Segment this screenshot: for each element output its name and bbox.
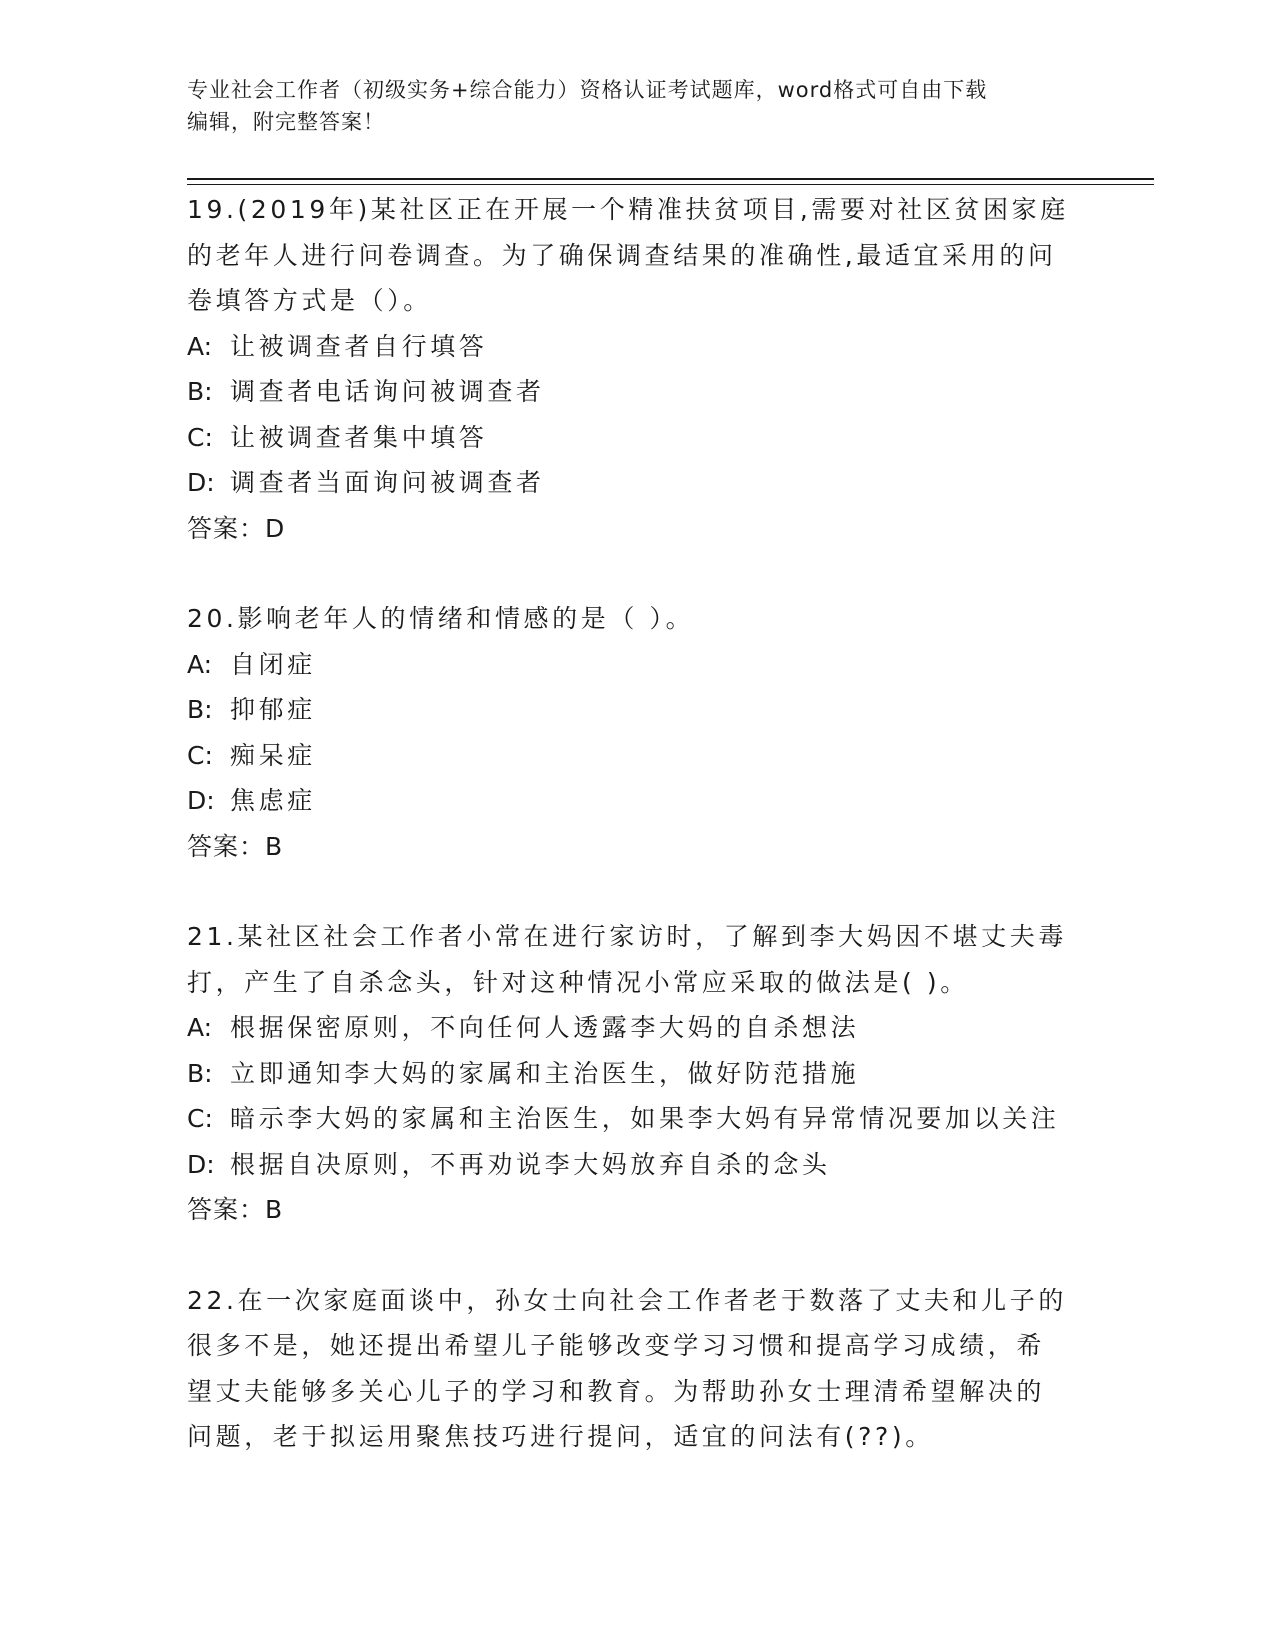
option-text: 自闭症	[230, 649, 316, 679]
question-text-line: 19.(2019年)某社区正在开展一个精准扶贫项目,需要对社区贫困家庭	[187, 195, 1069, 224]
option-c	[187, 415, 1087, 461]
option-d	[187, 460, 1087, 506]
option-c	[187, 733, 1087, 779]
question-text-line: 的老年人进行问卷调查。为了确保调查结果的准确性,最适宜采用的问	[187, 240, 1057, 270]
question-22	[187, 1278, 1087, 1460]
header-line-2: 编辑，附完整答案！	[187, 110, 385, 134]
option-text: 调查者电话询问被调查者	[230, 377, 545, 406]
question-list	[187, 187, 1087, 1505]
header-rule-thin	[187, 184, 1154, 185]
option-key: A:	[187, 1013, 213, 1042]
option-d	[187, 778, 1087, 824]
option-b	[187, 1051, 1087, 1097]
option-key: C:	[187, 422, 213, 452]
question-19	[187, 187, 1087, 551]
question-text-line: 22.在一次家庭面谈中，孙女士向社会工作者老于数落了丈夫和儿子的	[187, 1285, 1067, 1315]
question-text-line: 20.影响老年人的情绪和情感的是（ ）。	[187, 604, 695, 633]
option-a	[187, 324, 1087, 370]
option-text: 焦虑症	[230, 786, 316, 815]
question-text-line: 打，产生了自杀念头，针对这种情况小常应采取的做法是( )。	[187, 967, 969, 997]
option-text: 根据自决原则，不再劝说李大妈放弃自杀的念头	[230, 1149, 831, 1179]
option-c	[187, 1096, 1087, 1142]
option-text: 立即通知李大妈的家属和主治医生，做好防范措施	[230, 1058, 860, 1088]
option-key: B:	[187, 1058, 213, 1088]
option-key: C:	[187, 1104, 213, 1133]
answer-text: 答案：B	[187, 1195, 284, 1224]
question-text-line: 21.某社区社会工作者小常在进行家访时，了解到李大妈因不堪丈夫毒	[187, 922, 1067, 951]
option-key: B:	[187, 695, 213, 724]
question-20	[187, 596, 1087, 869]
answer-text: 答案：D	[187, 513, 286, 543]
option-a	[187, 1005, 1087, 1051]
option-key: D:	[187, 786, 215, 815]
question-text-line: 卷填答方式是（）。	[187, 286, 432, 315]
option-key: D:	[187, 468, 215, 497]
option-key: D:	[187, 1149, 215, 1179]
option-key: C:	[187, 740, 213, 770]
option-d	[187, 1142, 1087, 1188]
option-b	[187, 687, 1087, 733]
option-text: 根据保密原则，不向任何人透露李大妈的自杀想法	[230, 1013, 860, 1042]
question-21	[187, 914, 1087, 1233]
question-text-line: 望丈夫能够多关心儿子的学习和教育。为帮助孙女士理清希望解决的	[187, 1376, 1046, 1406]
option-text: 调查者当面询问被调查者	[230, 468, 545, 497]
option-b	[187, 369, 1087, 415]
option-key: A:	[187, 649, 213, 679]
option-text: 暗示李大妈的家属和主治医生，如果李大妈有异常情况要加以关注	[230, 1104, 1060, 1133]
header-line-1: 专业社会工作者（初级实务+综合能力）资格认证考试题库，word格式可自由下载	[187, 78, 988, 102]
answer-text: 答案：B	[187, 831, 284, 861]
option-a	[187, 642, 1087, 688]
option-text: 让被调查者自行填答	[230, 331, 488, 361]
option-key: B:	[187, 377, 213, 406]
option-text: 痴呆症	[230, 740, 316, 770]
option-text: 让被调查者集中填答	[230, 422, 488, 452]
option-text: 抑郁症	[230, 695, 316, 724]
question-text-line: 问题，老于拟运用聚焦技巧进行提问，适宜的问法有(??)。	[187, 1422, 934, 1451]
header-rule-thick	[187, 178, 1154, 180]
question-text-line: 很多不是，她还提出希望儿子能够改变学习习惯和提高学习成绩，希	[187, 1331, 1046, 1360]
option-key: A:	[187, 331, 213, 361]
document-header	[187, 74, 1087, 138]
